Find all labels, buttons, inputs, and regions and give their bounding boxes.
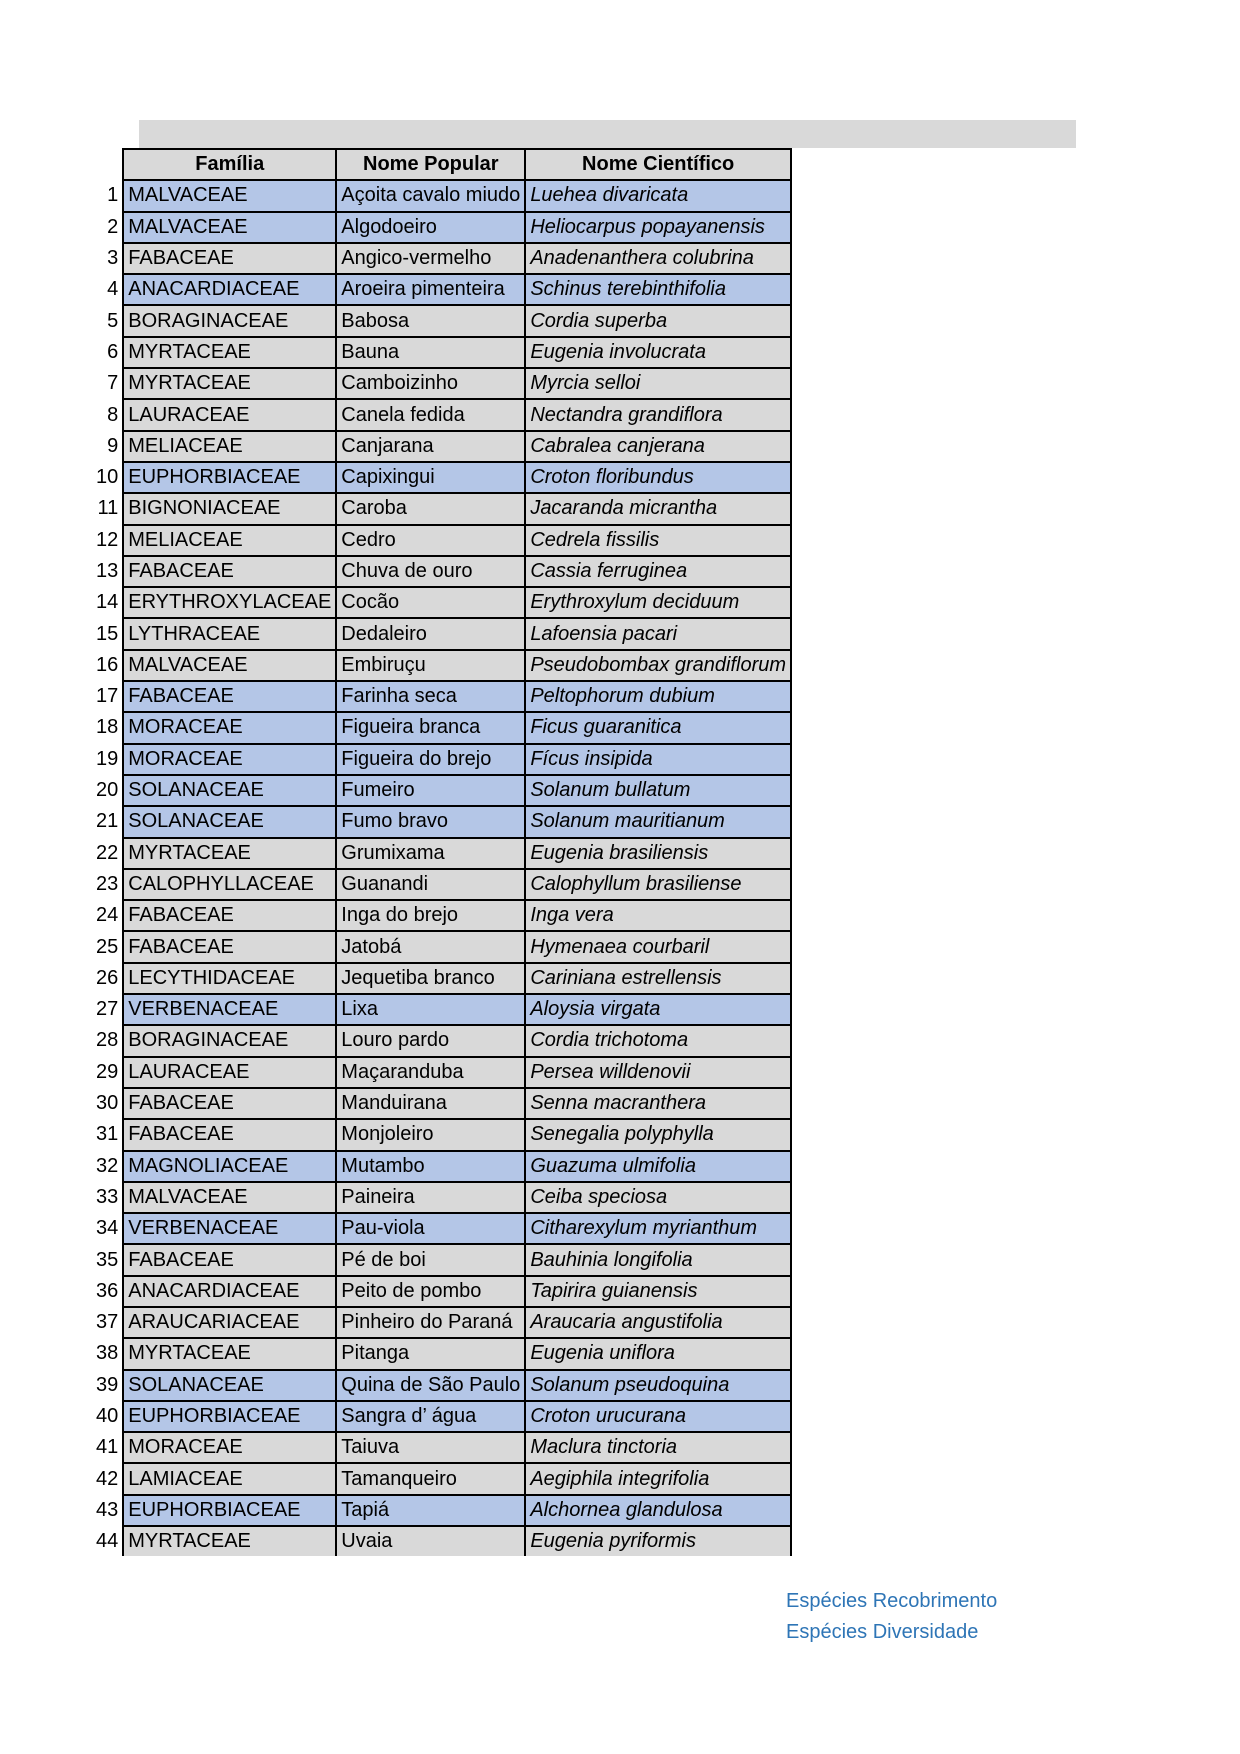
familia-cell: ERYTHROXYLACEAE <box>123 587 336 618</box>
row-number: 36 <box>92 1276 123 1307</box>
nome-cientifico-cell: Tapirira guianensis <box>525 1276 791 1307</box>
row-number: 25 <box>92 931 123 962</box>
row-number: 10 <box>92 462 123 493</box>
familia-cell: MELIACEAE <box>123 525 336 556</box>
table-row <box>92 1276 791 1307</box>
row-number: 9 <box>92 431 123 462</box>
row-number: 16 <box>92 650 123 681</box>
familia-cell: MYRTACEAE <box>123 1526 336 1556</box>
table-row <box>92 1370 791 1401</box>
table-row <box>92 712 791 743</box>
nome-cientifico-cell: Peltophorum dubium <box>525 681 791 712</box>
familia-cell: FABACEAE <box>123 1088 336 1119</box>
familia-cell: MAGNOLIACEAE <box>123 1151 336 1182</box>
row-number: 14 <box>92 587 123 618</box>
table-row <box>92 618 791 649</box>
row-number: 31 <box>92 1119 123 1150</box>
table-row <box>92 963 791 994</box>
row-number: 30 <box>92 1088 123 1119</box>
nome-popular-cell: Maçaranduba <box>336 1057 525 1088</box>
row-number: 24 <box>92 900 123 931</box>
table-row <box>92 650 791 681</box>
table-row <box>92 556 791 587</box>
familia-cell: MALVACEAE <box>123 650 336 681</box>
nome-cientifico-cell: Heliocarpus popayanensis <box>525 212 791 243</box>
nome-cientifico-cell: Bauhinia longifolia <box>525 1244 791 1275</box>
familia-cell: MALVACEAE <box>123 180 336 211</box>
familia-cell: CALOPHYLLACEAE <box>123 869 336 900</box>
table-row <box>92 1307 791 1338</box>
nome-cientifico-cell: Schinus terebinthifolia <box>525 274 791 305</box>
nome-popular-cell: Fumo bravo <box>336 806 525 837</box>
nome-popular-cell: Taiuva <box>336 1432 525 1463</box>
nome-popular-cell: Tapiá <box>336 1495 525 1526</box>
row-number: 1 <box>92 180 123 211</box>
row-number: 33 <box>92 1182 123 1213</box>
nome-popular-cell: Embiruçu <box>336 650 525 681</box>
familia-cell: FABACEAE <box>123 1244 336 1275</box>
nome-cientifico-cell: Fícus insipida <box>525 744 791 775</box>
familia-cell: MALVACEAE <box>123 1182 336 1213</box>
table-row <box>92 900 791 931</box>
row-number: 44 <box>92 1526 123 1556</box>
table-row <box>92 493 791 524</box>
table-row <box>92 994 791 1025</box>
nome-cientifico-cell: Croton urucurana <box>525 1401 791 1432</box>
nome-cientifico-cell: Senna macranthera <box>525 1088 791 1119</box>
familia-cell: SOLANACEAE <box>123 806 336 837</box>
row-number: 38 <box>92 1338 123 1369</box>
table-row <box>92 1401 791 1432</box>
familia-cell: FABACEAE <box>123 900 336 931</box>
row-number: 15 <box>92 618 123 649</box>
familia-cell: SOLANACEAE <box>123 1370 336 1401</box>
table-row <box>92 1119 791 1150</box>
nome-popular-cell: Cocão <box>336 587 525 618</box>
nome-popular-cell: Farinha seca <box>336 681 525 712</box>
row-number: 26 <box>92 963 123 994</box>
nome-cientifico-cell: Cariniana estrellensis <box>525 963 791 994</box>
table-row <box>92 744 791 775</box>
row-number: 28 <box>92 1025 123 1056</box>
nome-cientifico-cell: Cabralea canjerana <box>525 431 791 462</box>
row-number: 43 <box>92 1495 123 1526</box>
nome-popular-cell: Cedro <box>336 525 525 556</box>
column-header-familia: Família <box>123 149 336 180</box>
table-row <box>92 337 791 368</box>
nome-cientifico-cell: Citharexylum myrianthum <box>525 1213 791 1244</box>
nome-cientifico-cell: Persea willdenovii <box>525 1057 791 1088</box>
familia-cell: VERBENACEAE <box>123 994 336 1025</box>
nome-popular-cell: Babosa <box>336 305 525 336</box>
nome-popular-cell: Pitanga <box>336 1338 525 1369</box>
table-row <box>92 1463 791 1494</box>
nome-cientifico-cell: Hymenaea courbaril <box>525 931 791 962</box>
nome-popular-cell: Dedaleiro <box>336 618 525 649</box>
legend-diversidade: Espécies Diversidade <box>786 1621 979 1643</box>
nome-popular-cell: Camboizinho <box>336 368 525 399</box>
nome-popular-cell: Pau-viola <box>336 1213 525 1244</box>
nome-popular-cell: Figueira do brejo <box>336 744 525 775</box>
nome-cientifico-cell: Croton floribundus <box>525 462 791 493</box>
nome-cientifico-cell: Anadenanthera colubrina <box>525 243 791 274</box>
familia-cell: FABACEAE <box>123 931 336 962</box>
row-number: 39 <box>92 1370 123 1401</box>
row-number: 32 <box>92 1151 123 1182</box>
table-row <box>92 838 791 869</box>
row-number: 19 <box>92 744 123 775</box>
row-number: 17 <box>92 681 123 712</box>
table-row <box>92 1182 791 1213</box>
nome-popular-cell: Monjoleiro <box>336 1119 525 1150</box>
row-number: 41 <box>92 1432 123 1463</box>
nome-cientifico-cell: Erythroxylum deciduum <box>525 587 791 618</box>
row-number: 22 <box>92 838 123 869</box>
nome-popular-cell: Capixingui <box>336 462 525 493</box>
nome-cientifico-cell: Alchornea glandulosa <box>525 1495 791 1526</box>
table-row <box>92 587 791 618</box>
nome-popular-cell: Mutambo <box>336 1151 525 1182</box>
nome-popular-cell: Pinheiro do Paraná <box>336 1307 525 1338</box>
nome-cientifico-cell: Calophyllum brasiliense <box>525 869 791 900</box>
familia-cell: FABACEAE <box>123 556 336 587</box>
nome-cientifico-cell: Eugenia uniflora <box>525 1338 791 1369</box>
table-row <box>92 1088 791 1119</box>
table-row <box>92 431 791 462</box>
nome-popular-cell: Manduirana <box>336 1088 525 1119</box>
familia-cell: LECYTHIDACEAE <box>123 963 336 994</box>
nome-popular-cell: Figueira branca <box>336 712 525 743</box>
row-number-header <box>92 149 123 180</box>
familia-cell: MELIACEAE <box>123 431 336 462</box>
familia-cell: LAURACEAE <box>123 1057 336 1088</box>
familia-cell: ANACARDIACEAE <box>123 1276 336 1307</box>
table-row <box>92 1151 791 1182</box>
nome-popular-cell: Inga do brejo <box>336 900 525 931</box>
row-number: 34 <box>92 1213 123 1244</box>
row-number: 27 <box>92 994 123 1025</box>
table-row <box>92 806 791 837</box>
nome-popular-cell: Aroeira pimenteira <box>336 274 525 305</box>
table-row <box>92 775 791 806</box>
row-number: 18 <box>92 712 123 743</box>
nome-popular-cell: Sangra d’ água <box>336 1401 525 1432</box>
table-row <box>92 869 791 900</box>
row-number: 20 <box>92 775 123 806</box>
familia-cell: MYRTACEAE <box>123 337 336 368</box>
table-row <box>92 1432 791 1463</box>
table-row <box>92 525 791 556</box>
nome-popular-cell: Tamanqueiro <box>336 1463 525 1494</box>
nome-popular-cell: Uvaia <box>336 1526 525 1556</box>
familia-cell: MYRTACEAE <box>123 368 336 399</box>
nome-cientifico-cell: Ficus guaranitica <box>525 712 791 743</box>
familia-cell: ARAUCARIACEAE <box>123 1307 336 1338</box>
row-number: 37 <box>92 1307 123 1338</box>
nome-popular-cell: Jatobá <box>336 931 525 962</box>
familia-cell: EUPHORBIACEAE <box>123 1495 336 1526</box>
nome-cientifico-cell: Ceiba speciosa <box>525 1182 791 1213</box>
familia-cell: BIGNONIACEAE <box>123 493 336 524</box>
nome-cientifico-cell: Eugenia brasiliensis <box>525 838 791 869</box>
familia-cell: FABACEAE <box>123 243 336 274</box>
species-table <box>92 148 792 1556</box>
table-row <box>92 212 791 243</box>
familia-cell: MORACEAE <box>123 1432 336 1463</box>
nome-cientifico-cell: Solanum bullatum <box>525 775 791 806</box>
table-row <box>92 1057 791 1088</box>
familia-cell: MORACEAE <box>123 744 336 775</box>
row-number: 13 <box>92 556 123 587</box>
nome-popular-cell: Guanandi <box>336 869 525 900</box>
row-number: 29 <box>92 1057 123 1088</box>
legend-recobrimento: Espécies Recobrimento <box>786 1590 998 1612</box>
nome-cientifico-cell: Jacaranda micrantha <box>525 493 791 524</box>
nome-cientifico-cell: Lafoensia pacari <box>525 618 791 649</box>
table-row <box>92 368 791 399</box>
table-row <box>92 399 791 430</box>
table-row <box>92 462 791 493</box>
table-row <box>92 1244 791 1275</box>
row-number: 23 <box>92 869 123 900</box>
familia-cell: MORACEAE <box>123 712 336 743</box>
familia-cell: FABACEAE <box>123 1119 336 1150</box>
row-number: 6 <box>92 337 123 368</box>
table-row <box>92 305 791 336</box>
row-number: 42 <box>92 1463 123 1494</box>
familia-cell: VERBENACEAE <box>123 1213 336 1244</box>
nome-cientifico-cell: Senegalia polyphylla <box>525 1119 791 1150</box>
nome-popular-cell: Louro pardo <box>336 1025 525 1056</box>
familia-cell: MYRTACEAE <box>123 838 336 869</box>
nome-popular-cell: Jequetiba branco <box>336 963 525 994</box>
nome-popular-cell: Caroba <box>336 493 525 524</box>
familia-cell: LAMIACEAE <box>123 1463 336 1494</box>
nome-cientifico-cell: Solanum mauritianum <box>525 806 791 837</box>
row-number: 8 <box>92 399 123 430</box>
row-number: 21 <box>92 806 123 837</box>
familia-cell: MYRTACEAE <box>123 1338 336 1369</box>
row-number: 11 <box>92 493 123 524</box>
row-number: 12 <box>92 525 123 556</box>
nome-popular-cell: Bauna <box>336 337 525 368</box>
nome-cientifico-cell: Aegiphila integrifolia <box>525 1463 791 1494</box>
nome-cientifico-cell: Eugenia pyriformis <box>525 1526 791 1556</box>
row-number: 4 <box>92 274 123 305</box>
table-row <box>92 243 791 274</box>
column-header-nome-popular: Nome Popular <box>336 149 525 180</box>
nome-cientifico-cell: Eugenia involucrata <box>525 337 791 368</box>
row-number: 3 <box>92 243 123 274</box>
nome-cientifico-cell: Guazuma ulmifolia <box>525 1151 791 1182</box>
header-band <box>139 120 1076 148</box>
nome-popular-cell: Angico-vermelho <box>336 243 525 274</box>
column-header-nome-cientifico: Nome Científico <box>525 149 791 180</box>
nome-popular-cell: Grumixama <box>336 838 525 869</box>
nome-cientifico-cell: Inga vera <box>525 900 791 931</box>
row-number: 7 <box>92 368 123 399</box>
nome-cientifico-cell: Cedrela fissilis <box>525 525 791 556</box>
table-row <box>92 1213 791 1244</box>
familia-cell: BORAGINACEAE <box>123 1025 336 1056</box>
nome-popular-cell: Lixa <box>336 994 525 1025</box>
familia-cell: SOLANACEAE <box>123 775 336 806</box>
nome-popular-cell: Peito de pombo <box>336 1276 525 1307</box>
nome-cientifico-cell: Maclura tinctoria <box>525 1432 791 1463</box>
table-row <box>92 180 791 211</box>
nome-popular-cell: Fumeiro <box>336 775 525 806</box>
nome-cientifico-cell: Aloysia virgata <box>525 994 791 1025</box>
row-number: 35 <box>92 1244 123 1275</box>
familia-cell: MALVACEAE <box>123 212 336 243</box>
nome-popular-cell: Canela fedida <box>336 399 525 430</box>
nome-cientifico-cell: Cassia ferruginea <box>525 556 791 587</box>
nome-cientifico-cell: Solanum pseudoquina <box>525 1370 791 1401</box>
table-row <box>92 1495 791 1526</box>
row-number: 2 <box>92 212 123 243</box>
nome-popular-cell: Paineira <box>336 1182 525 1213</box>
row-number: 5 <box>92 305 123 336</box>
nome-cientifico-cell: Pseudobombax grandiflorum <box>525 650 791 681</box>
familia-cell: EUPHORBIACEAE <box>123 1401 336 1432</box>
nome-cientifico-cell: Nectandra grandiflora <box>525 399 791 430</box>
familia-cell: LAURACEAE <box>123 399 336 430</box>
nome-cientifico-cell: Myrcia selloi <box>525 368 791 399</box>
nome-popular-cell: Quina de São Paulo <box>336 1370 525 1401</box>
nome-cientifico-cell: Cordia superba <box>525 305 791 336</box>
nome-popular-cell: Chuva de ouro <box>336 556 525 587</box>
familia-cell: ANACARDIACEAE <box>123 274 336 305</box>
nome-cientifico-cell: Luehea divaricata <box>525 180 791 211</box>
nome-popular-cell: Canjarana <box>336 431 525 462</box>
familia-cell: FABACEAE <box>123 681 336 712</box>
familia-cell: EUPHORBIACEAE <box>123 462 336 493</box>
table-row <box>92 274 791 305</box>
table-row <box>92 1025 791 1056</box>
species-table-body <box>92 180 791 1556</box>
familia-cell: LYTHRACEAE <box>123 618 336 649</box>
table-row <box>92 1338 791 1369</box>
familia-cell: BORAGINACEAE <box>123 305 336 336</box>
nome-popular-cell: Açoita cavalo miudo <box>336 180 525 211</box>
table-header-row <box>92 149 791 180</box>
row-number: 40 <box>92 1401 123 1432</box>
nome-popular-cell: Algodoeiro <box>336 212 525 243</box>
nome-cientifico-cell: Araucaria angustifolia <box>525 1307 791 1338</box>
table-row <box>92 1526 791 1556</box>
table-row <box>92 681 791 712</box>
nome-popular-cell: Pé de boi <box>336 1244 525 1275</box>
legend <box>786 1586 997 1648</box>
nome-cientifico-cell: Cordia trichotoma <box>525 1025 791 1056</box>
table-row <box>92 931 791 962</box>
